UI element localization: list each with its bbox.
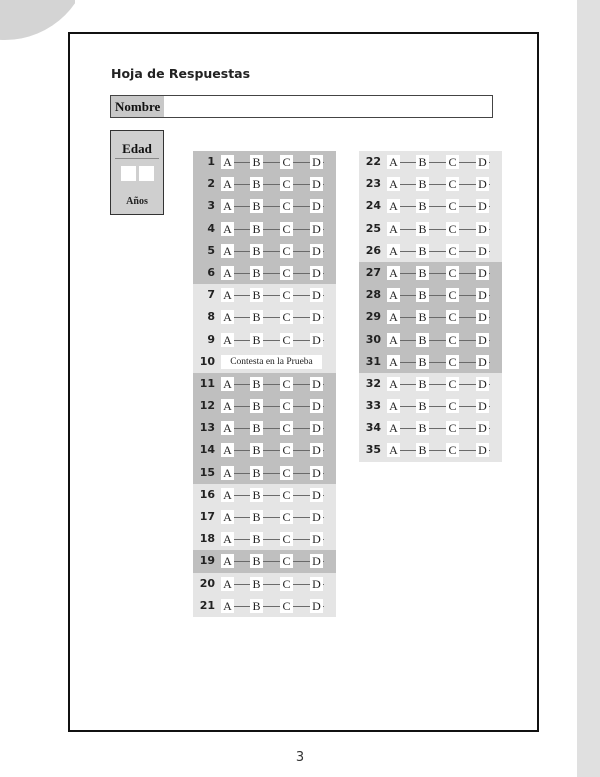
option-bubble-a[interactable]: A	[387, 333, 400, 347]
option-bubble-c[interactable]: C	[280, 244, 293, 258]
option-bubble-b[interactable]: B	[250, 177, 263, 191]
option-bubble-b[interactable]: B	[250, 377, 263, 391]
option-bubble-c[interactable]: C	[446, 443, 459, 457]
option-bubble-c[interactable]: C	[280, 421, 293, 435]
question-number: 15	[199, 465, 215, 479]
option-bubble-d[interactable]: D	[476, 177, 489, 191]
option-connector-line	[387, 251, 490, 252]
answer-row	[359, 373, 502, 395]
answer-row	[193, 173, 336, 195]
option-bubble-a[interactable]: A	[387, 244, 400, 258]
option-bubble-a[interactable]: A	[221, 155, 234, 169]
option-bubble-d[interactable]: D	[476, 355, 489, 369]
option-bubble-a[interactable]: A	[387, 443, 400, 457]
option-connector-line	[221, 229, 324, 230]
option-bubble-b[interactable]: B	[250, 510, 263, 524]
option-bubble-c[interactable]: C	[280, 377, 293, 391]
option-bubble-d[interactable]: D	[310, 443, 323, 457]
option-bubble-d[interactable]: D	[310, 310, 323, 324]
option-bubble-a[interactable]: A	[221, 599, 234, 613]
option-connector-line	[387, 162, 490, 163]
option-bubble-d[interactable]: D	[476, 155, 489, 169]
question-number: 2	[207, 177, 215, 191]
option-bubble-b[interactable]: B	[250, 155, 263, 169]
answer-row	[193, 462, 336, 484]
option-bubble-d[interactable]: D	[310, 177, 323, 191]
option-connector-line	[387, 450, 490, 451]
answer-row	[193, 550, 336, 572]
question-number: 24	[365, 199, 381, 213]
option-connector-line	[221, 340, 324, 341]
option-bubble-c[interactable]: C	[280, 599, 293, 613]
answer-row	[193, 506, 336, 528]
answer-row	[359, 439, 502, 461]
option-bubble-b[interactable]: B	[250, 421, 263, 435]
age-digit-box-1[interactable]	[121, 166, 136, 181]
option-bubble-b[interactable]: B	[250, 599, 263, 613]
option-bubble-b[interactable]: B	[250, 488, 263, 502]
option-bubble-a[interactable]: A	[221, 222, 234, 236]
option-bubble-a[interactable]: A	[387, 177, 400, 191]
option-bubble-d[interactable]: D	[310, 377, 323, 391]
question-number: 19	[199, 554, 215, 568]
option-bubble-d[interactable]: D	[310, 155, 323, 169]
answer-row	[359, 395, 502, 417]
question-number: 23	[365, 177, 381, 191]
option-connector-line	[221, 450, 324, 451]
question-number: 28	[365, 288, 381, 302]
option-bubble-d[interactable]: D	[310, 577, 323, 591]
question-number: 5	[207, 243, 215, 257]
option-bubble-b[interactable]: B	[250, 222, 263, 236]
option-bubble-a[interactable]: A	[387, 377, 400, 391]
option-connector-line	[387, 384, 490, 385]
option-bubble-c[interactable]: C	[446, 266, 459, 280]
option-bubble-a[interactable]: A	[221, 288, 234, 302]
option-bubble-c[interactable]: C	[446, 310, 459, 324]
option-bubble-d[interactable]: D	[476, 443, 489, 457]
option-bubble-a[interactable]: A	[221, 199, 234, 213]
name-label: Nombre	[111, 96, 164, 117]
option-connector-line	[387, 406, 490, 407]
option-bubble-d[interactable]: D	[310, 333, 323, 347]
option-bubble-b[interactable]: B	[250, 199, 263, 213]
option-bubble-a[interactable]: A	[387, 310, 400, 324]
option-connector-line	[221, 317, 324, 318]
answer-column-2	[359, 151, 502, 462]
option-bubble-d[interactable]: D	[310, 532, 323, 546]
answer-row	[193, 284, 336, 306]
option-bubble-c[interactable]: C	[280, 155, 293, 169]
option-bubble-a[interactable]: A	[387, 199, 400, 213]
option-connector-line	[387, 317, 490, 318]
question-number: 20	[199, 576, 215, 590]
option-connector-line	[387, 229, 490, 230]
question-number: 30	[365, 332, 381, 346]
option-bubble-b[interactable]: B	[416, 266, 429, 280]
option-bubble-b[interactable]: B	[416, 377, 429, 391]
name-field[interactable]	[110, 95, 493, 118]
answer-row	[193, 395, 336, 417]
option-bubble-c[interactable]: C	[280, 399, 293, 413]
option-bubble-a[interactable]: A	[221, 399, 234, 413]
option-connector-line	[221, 251, 324, 252]
option-bubble-d[interactable]: D	[310, 599, 323, 613]
option-bubble-b[interactable]: B	[416, 199, 429, 213]
option-bubble-b[interactable]: B	[416, 399, 429, 413]
option-bubble-b[interactable]: B	[250, 532, 263, 546]
option-bubble-a[interactable]: A	[221, 577, 234, 591]
question-number: 10	[199, 354, 215, 368]
option-bubble-d[interactable]: D	[476, 310, 489, 324]
option-bubble-b[interactable]: B	[250, 399, 263, 413]
option-bubble-b[interactable]: B	[250, 443, 263, 457]
option-connector-line	[221, 606, 324, 607]
question-number: 4	[207, 221, 215, 235]
answer-note: Contesta en la Prueba	[221, 355, 322, 369]
option-connector-line	[387, 340, 490, 341]
answer-row	[193, 151, 336, 173]
question-number: 29	[365, 310, 381, 324]
option-bubble-a[interactable]: A	[221, 466, 234, 480]
option-bubble-b[interactable]: B	[250, 244, 263, 258]
option-bubble-d[interactable]: D	[310, 466, 323, 480]
answer-row	[359, 173, 502, 195]
option-bubble-d[interactable]: D	[310, 244, 323, 258]
option-bubble-a[interactable]: A	[221, 421, 234, 435]
option-connector-line	[221, 273, 324, 274]
option-bubble-a[interactable]: A	[387, 222, 400, 236]
age-divider	[115, 158, 159, 159]
option-connector-line	[387, 184, 490, 185]
option-bubble-c[interactable]: C	[446, 399, 459, 413]
option-connector-line	[221, 495, 324, 496]
option-bubble-b[interactable]: B	[416, 177, 429, 191]
option-bubble-b[interactable]: B	[416, 310, 429, 324]
option-bubble-d[interactable]: D	[310, 488, 323, 502]
question-number: 9	[207, 332, 215, 346]
page-number: 3	[295, 750, 305, 765]
option-bubble-c[interactable]: C	[280, 310, 293, 324]
answer-row	[359, 351, 502, 373]
option-bubble-d[interactable]: D	[310, 266, 323, 280]
option-connector-line	[387, 295, 490, 296]
question-number: 3	[207, 199, 215, 213]
option-bubble-c[interactable]: C	[446, 155, 459, 169]
answer-row	[359, 218, 502, 240]
question-number: 13	[199, 421, 215, 435]
option-bubble-b[interactable]: B	[416, 155, 429, 169]
answer-row	[193, 573, 336, 595]
option-connector-line	[221, 206, 324, 207]
question-number: 14	[199, 443, 215, 457]
option-connector-line	[221, 539, 324, 540]
question-number: 6	[207, 265, 215, 279]
page-title: Hoja de Respuestas	[111, 66, 251, 81]
option-bubble-a[interactable]: A	[221, 488, 234, 502]
question-number: 32	[365, 376, 381, 390]
question-number: 8	[207, 310, 215, 324]
option-bubble-a[interactable]: A	[387, 355, 400, 369]
option-bubble-c[interactable]: C	[446, 244, 459, 258]
question-number: 7	[207, 288, 215, 302]
question-number: 35	[365, 443, 381, 457]
option-bubble-c[interactable]: C	[280, 532, 293, 546]
option-bubble-c[interactable]: C	[446, 222, 459, 236]
answer-row	[193, 417, 336, 439]
option-connector-line	[221, 473, 324, 474]
option-bubble-a[interactable]: A	[387, 155, 400, 169]
option-bubble-c[interactable]: C	[280, 577, 293, 591]
option-bubble-a[interactable]: A	[387, 421, 400, 435]
option-bubble-d[interactable]: D	[476, 244, 489, 258]
answer-row	[193, 595, 336, 617]
option-bubble-b[interactable]: B	[416, 288, 429, 302]
answer-row	[193, 439, 336, 461]
age-title: Edad	[122, 141, 152, 156]
option-bubble-c[interactable]: C	[280, 199, 293, 213]
option-bubble-d[interactable]: D	[310, 554, 323, 568]
name-input[interactable]	[164, 96, 492, 117]
option-bubble-a[interactable]: A	[221, 510, 234, 524]
question-number: 33	[365, 399, 381, 413]
answer-row	[359, 329, 502, 351]
answer-row	[359, 262, 502, 284]
option-bubble-a[interactable]: A	[387, 288, 400, 302]
option-bubble-d[interactable]: D	[476, 199, 489, 213]
question-number: 17	[199, 510, 215, 523]
option-bubble-c[interactable]: C	[280, 222, 293, 236]
option-bubble-b[interactable]: B	[250, 266, 263, 280]
question-number: 22	[365, 155, 381, 168]
option-bubble-b[interactable]: B	[250, 288, 263, 302]
option-bubble-c[interactable]: C	[280, 177, 293, 191]
option-bubble-d[interactable]: D	[476, 333, 489, 347]
option-connector-line	[387, 273, 490, 274]
question-number: 31	[365, 354, 381, 368]
option-bubble-b[interactable]: B	[416, 222, 429, 236]
question-number: 25	[365, 221, 381, 235]
option-bubble-c[interactable]: C	[446, 355, 459, 369]
question-number: 18	[199, 532, 215, 546]
option-bubble-c[interactable]: C	[280, 288, 293, 302]
option-bubble-d[interactable]: D	[476, 266, 489, 280]
answer-row	[193, 218, 336, 240]
option-bubble-d[interactable]: D	[476, 377, 489, 391]
answer-row	[359, 284, 502, 306]
option-bubble-b[interactable]: B	[250, 310, 263, 324]
option-connector-line	[221, 184, 324, 185]
answer-row	[193, 484, 336, 506]
option-bubble-d[interactable]: D	[310, 421, 323, 435]
option-connector-line	[221, 561, 324, 562]
question-number: 27	[365, 265, 381, 279]
question-number: 11	[199, 376, 215, 390]
question-number: 1	[207, 155, 215, 168]
option-bubble-d[interactable]: D	[476, 399, 489, 413]
answer-row	[193, 262, 336, 284]
side-strip	[577, 0, 600, 777]
option-bubble-d[interactable]: D	[476, 222, 489, 236]
question-number: 16	[199, 487, 215, 501]
option-connector-line	[221, 584, 324, 585]
question-number: 34	[365, 421, 381, 435]
option-bubble-d[interactable]: D	[310, 222, 323, 236]
option-bubble-c[interactable]: C	[446, 177, 459, 191]
option-bubble-a[interactable]: A	[221, 554, 234, 568]
option-bubble-c[interactable]: C	[280, 466, 293, 480]
option-connector-line	[221, 295, 324, 296]
option-connector-line	[387, 428, 490, 429]
answer-row	[359, 240, 502, 262]
option-bubble-c[interactable]: C	[280, 510, 293, 524]
option-bubble-b[interactable]: B	[416, 443, 429, 457]
option-bubble-b[interactable]: B	[250, 466, 263, 480]
option-connector-line	[221, 406, 324, 407]
option-bubble-c[interactable]: C	[446, 288, 459, 302]
option-connector-line	[387, 362, 490, 363]
option-bubble-a[interactable]: A	[221, 310, 234, 324]
option-bubble-b[interactable]: B	[250, 577, 263, 591]
option-bubble-c[interactable]: C	[446, 333, 459, 347]
option-bubble-a[interactable]: A	[387, 266, 400, 280]
option-bubble-c[interactable]: C	[446, 377, 459, 391]
option-bubble-a[interactable]: A	[221, 333, 234, 347]
answer-row	[193, 240, 336, 262]
option-bubble-b[interactable]: B	[416, 421, 429, 435]
option-bubble-c[interactable]: C	[446, 421, 459, 435]
answer-row	[193, 528, 336, 550]
option-bubble-d[interactable]: D	[476, 421, 489, 435]
option-bubble-d[interactable]: D	[476, 288, 489, 302]
option-bubble-a[interactable]: A	[221, 443, 234, 457]
option-connector-line	[387, 206, 490, 207]
age-unit-label: Años	[126, 196, 148, 207]
option-bubble-a[interactable]: A	[221, 532, 234, 546]
option-bubble-c[interactable]: C	[280, 443, 293, 457]
option-bubble-d[interactable]: D	[310, 510, 323, 524]
question-number: 12	[199, 399, 215, 413]
answer-row	[193, 373, 336, 395]
option-connector-line	[221, 384, 324, 385]
option-bubble-c[interactable]: C	[280, 266, 293, 280]
page-corner-decoration	[0, 0, 75, 45]
option-bubble-d[interactable]: D	[310, 399, 323, 413]
answer-row	[193, 306, 336, 328]
option-bubble-b[interactable]: B	[250, 554, 263, 568]
answer-row	[193, 329, 336, 351]
age-digit-box-2[interactable]	[139, 166, 154, 181]
option-bubble-a[interactable]: A	[221, 244, 234, 258]
option-connector-line	[221, 517, 324, 518]
option-bubble-c[interactable]: C	[446, 199, 459, 213]
option-bubble-d[interactable]: D	[310, 288, 323, 302]
option-bubble-d[interactable]: D	[310, 199, 323, 213]
option-bubble-a[interactable]: A	[221, 377, 234, 391]
answer-row	[359, 417, 502, 439]
answer-row	[359, 306, 502, 328]
option-connector-line	[221, 162, 324, 163]
answer-row	[193, 195, 336, 217]
option-bubble-c[interactable]: C	[280, 488, 293, 502]
option-bubble-b[interactable]: B	[416, 244, 429, 258]
option-bubble-a[interactable]: A	[387, 399, 400, 413]
option-connector-line	[221, 428, 324, 429]
option-bubble-a[interactable]: A	[221, 177, 234, 191]
question-number: 26	[365, 243, 381, 257]
answer-row	[359, 195, 502, 217]
option-bubble-a[interactable]: A	[221, 266, 234, 280]
answer-column-1	[193, 151, 336, 617]
answer-row	[359, 151, 502, 173]
age-box	[110, 130, 164, 215]
option-bubble-c[interactable]: C	[280, 554, 293, 568]
option-bubble-b[interactable]: B	[250, 333, 263, 347]
answer-row	[193, 351, 336, 373]
question-number: 21	[199, 598, 215, 612]
option-bubble-b[interactable]: B	[416, 333, 429, 347]
option-bubble-c[interactable]: C	[280, 333, 293, 347]
option-bubble-b[interactable]: B	[416, 355, 429, 369]
